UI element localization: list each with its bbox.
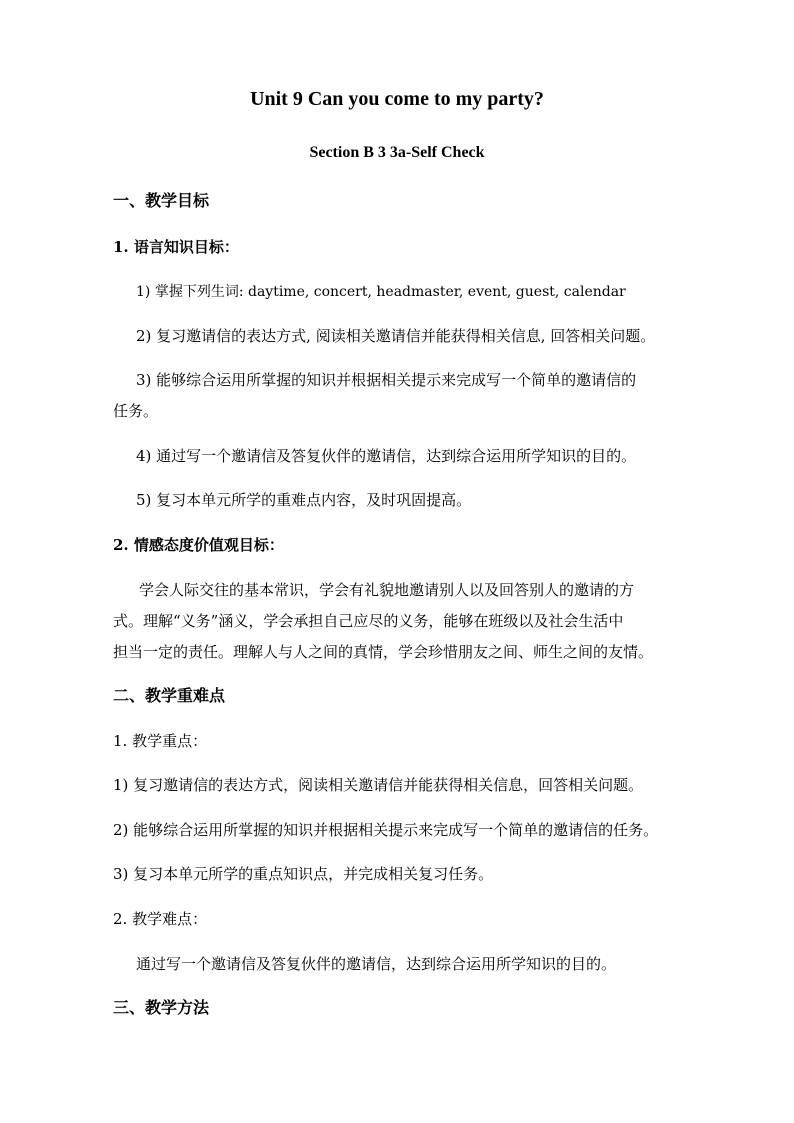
difficulty-text: 通过写一个邀请信及答复伙伴的邀请信，达到综合运用所学知识的目的。	[136, 955, 617, 973]
focus-item-3: 3) 复习本单元所学的重点知识点，并完成相关复习任务。	[113, 865, 494, 883]
subheading-teaching-difficulty: 2. 教学难点：	[113, 910, 208, 928]
objective-item-2: 2) 复习邀请信的表达方式, 阅读相关邀请信并能获得相关信息, 回答相关问题。	[136, 327, 656, 345]
objective-item-5: 5) 复习本单元所学的重难点内容，及时巩固提高。	[136, 491, 472, 509]
document-subtitle: Section B 3 3a-Self Check	[309, 144, 485, 161]
objective-item-1: 1) 掌握下列生词: daytime, concert, headmaster, event, guest, calendar	[136, 284, 626, 300]
section-heading-methods: 三、教学方法	[113, 998, 210, 1017]
objective-item-3-continued: 任务。	[113, 402, 159, 420]
subheading-emotional-values: 2. 情感态度价值观目标：	[113, 536, 284, 554]
subheading-teaching-focus: 1. 教学重点：	[113, 732, 208, 750]
document-title: Unit 9 Can you come to my party?	[250, 88, 544, 110]
values-paragraph-line-1: 学会人际交往的基本常识，学会有礼貌地邀请别人以及回答别人的邀请的方	[139, 581, 635, 599]
focus-item-2: 2) 能够综合运用所掌握的知识并根据相关提示来完成写一个简单的邀请信的任务。	[113, 821, 659, 839]
section-heading-objectives: 一、教学目标	[113, 191, 210, 210]
subheading-language-knowledge: 1. 语言知识目标：	[113, 238, 239, 256]
values-paragraph-line-3: 担当一定的责任。理解人与人之间的真情，学会珍惜朋友之间、师生之间的友情。	[113, 643, 654, 661]
focus-item-1: 1) 复习邀请信的表达方式，阅读相关邀请信并能获得相关信息，回答相关问题。	[113, 776, 644, 794]
objective-item-3: 3) 能够综合运用所掌握的知识并根据相关提示来完成写一个简单的邀请信的	[136, 371, 637, 389]
section-heading-key-points: 二、教学重难点	[113, 686, 226, 705]
values-paragraph-line-2: 式。理解“义务”涵义，学会承担自己应尽的义务，能够在班级以及社会生活中	[113, 612, 624, 630]
objective-item-4: 4) 通过写一个邀请信及答复伙伴的邀请信，达到综合运用所学知识的目的。	[136, 447, 637, 465]
